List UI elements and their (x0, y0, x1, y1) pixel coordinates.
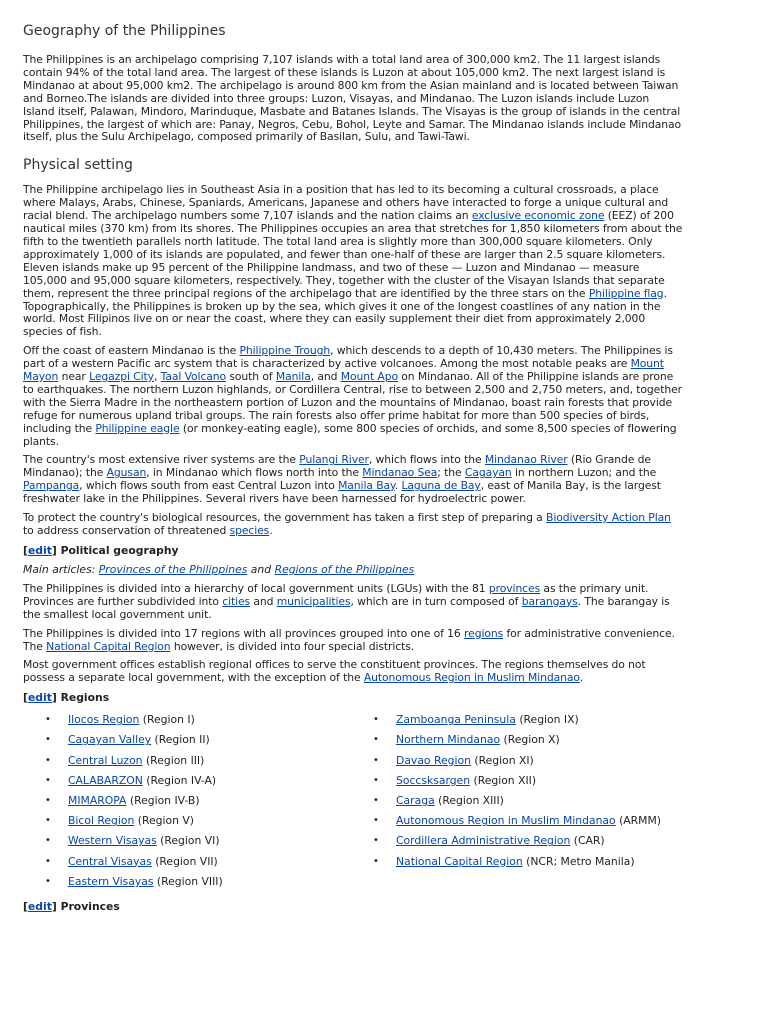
list-item (351, 831, 661, 851)
region-code: (Region XII) (470, 773, 537, 787)
link-manila-bay[interactable]: Manila Bay (338, 479, 395, 493)
list-item (23, 751, 351, 771)
region-link[interactable]: Cagayan Valley (68, 733, 152, 747)
link-exclusive-economic-zone[interactable]: exclusive economic zone (471, 209, 605, 223)
link-species[interactable]: species (229, 524, 270, 537)
bullet-icon: • (45, 714, 51, 726)
region-code: (Region I) (139, 713, 195, 727)
bullet-icon: • (45, 795, 51, 807)
bullet-icon: • (45, 754, 51, 766)
region-code: (Region XIII) (434, 794, 504, 808)
region-code: (Region IV-B) (126, 794, 200, 808)
region-link[interactable]: Bicol Region (68, 814, 135, 828)
link-philippine-eagle[interactable]: Philippine eagle (95, 421, 180, 435)
section-heading-physical-setting: Physical setting (23, 157, 133, 174)
region-link[interactable]: Zamboanga Peninsula (396, 713, 516, 727)
region-link[interactable]: Autonomous Region in Muslim Mindanao (396, 814, 616, 828)
region-link[interactable]: Eastern Visayas (68, 874, 154, 888)
region-link[interactable]: Western Visayas (68, 834, 157, 848)
link-biodiversity-action-plan[interactable]: Biodiversity Action Plan (546, 511, 671, 525)
link-mindanao-sea[interactable]: Mindanao Sea (362, 466, 438, 480)
list-item (23, 730, 351, 750)
link-barangays[interactable]: barangays (521, 594, 578, 608)
list-item (351, 852, 661, 872)
page-title: Geography of the Philippines (23, 23, 226, 39)
list-item (351, 710, 661, 730)
region-code: (NCR; Metro Manila) (522, 854, 635, 868)
region-link[interactable]: MIMAROPA (68, 794, 127, 808)
bullet-icon: • (373, 855, 379, 867)
link-national-capital-region[interactable]: National Capital Region (46, 639, 171, 653)
political-paragraph-2: The Philippines is divided into 17 regions with all provinces grouped into one of 16 regions for administrative convenience. The National Capital Region however, is divided into four special districts. (23, 626, 675, 653)
link-provinces-of-the-philippines[interactable]: Provinces of the Philippines (98, 562, 248, 576)
link-cagayan[interactable]: Cagayan (464, 466, 512, 480)
list-item (23, 852, 351, 872)
bullet-icon: • (45, 774, 51, 786)
list-item (351, 811, 661, 831)
bullet-icon: • (373, 815, 379, 827)
physical-paragraph-4: To protect the country's biological resources, the government has taken a first step of preparing a Biodiversity Action Plan to address conservation of threatened species. (23, 511, 671, 537)
section-heading-political-geography: [edit] Political geography (23, 543, 179, 557)
region-code: (CAR) (570, 834, 605, 848)
bullet-icon: • (45, 734, 51, 746)
bullet-icon: • (373, 734, 379, 746)
edit-link-political-geography[interactable]: edit (27, 543, 52, 557)
list-item (23, 831, 351, 851)
list-item (23, 791, 351, 811)
bullet-icon: • (45, 855, 51, 867)
link-philippine-trough[interactable]: Philippine Trough (239, 344, 331, 358)
edit-link-regions[interactable]: edit (27, 691, 52, 705)
region-link[interactable]: Central Visayas (68, 854, 152, 868)
region-code: (Region XI) (470, 753, 534, 767)
region-link[interactable]: Soccsksargen (396, 773, 471, 787)
edit-link-provinces[interactable]: edit (27, 900, 52, 914)
region-link[interactable]: Cordillera Administrative Region (396, 834, 571, 848)
bullet-icon: • (45, 835, 51, 847)
region-link[interactable]: CALABARZON (68, 773, 143, 787)
region-link[interactable]: Central Luzon (68, 753, 143, 767)
main-articles-note: Main articles: Provinces of the Philippines and Regions of the Philippines (23, 562, 415, 576)
list-item (23, 710, 351, 730)
link-philippine-flag[interactable]: Philippine flag (588, 286, 664, 300)
region-code: (Region X) (500, 733, 560, 747)
link-legazpi-city[interactable]: Legazpi City (89, 370, 154, 384)
list-item (351, 791, 661, 811)
regions-list (23, 710, 683, 892)
region-link[interactable]: Northern Mindanao (396, 733, 501, 747)
physical-paragraph-1: The Philippine archipelago lies in Southeast Asia in a position that has led to its becoming a cultural crossroads, a place where Malays, Arabs, Chinese, Spaniards, Americans, Japanese and others have interacted to forge a unique cultural and racial blend. The archipelago numbers some 7,107 islands and the nation claims an exclusive economic zone (EEZ) of 200 nautical miles (370 km) from its shores. The Philippines occupies an area that stretches for 1,850 kilometers from about the fifth to the twentieth parallels north latitude. The total land area is slightly more than 300,000 square kilometers. Only approximately 1,000 of its islands are populated, and fewer than one-half of these are larger than 2.5 square kilometers. Eleven islands make up 95 percent of the Philippine landmass, and two of these — Luzon and Mindanao — measure 105,000 and 95,000 square kilometers, respectively. They, together with the cluster of the Visayan Islands that separate them, represent the three principal regions of the archipelago that are identified by the three stars on the Philippine flag. Topographically, the Philippines is broken up by the sea, which gives it one of the longest coastlines of any nation in the world. Most Filipinos live on or near the coast, where they can easily supplement their diet from approximately 2,000 species of fish. (23, 183, 683, 339)
list-item (351, 751, 661, 771)
bullet-icon: • (373, 754, 379, 766)
link-regions-of-the-philippines[interactable]: Regions of the Philippines (274, 562, 415, 576)
link-agusan[interactable]: Agusan (106, 466, 147, 480)
region-code: (Region V) (134, 814, 194, 828)
bullet-icon: • (45, 815, 51, 827)
link-pampanga[interactable]: Pampanga (23, 479, 80, 493)
section-heading-regions: [edit] Regions (23, 691, 110, 705)
link-manila[interactable]: Manila (275, 370, 311, 384)
region-link[interactable]: Caraga (396, 794, 435, 808)
link-provinces[interactable]: provinces (488, 581, 541, 595)
section-heading-provinces: [edit] Provinces (23, 900, 120, 914)
region-code: (Region IX) (515, 713, 579, 727)
bullet-icon: • (373, 795, 379, 807)
bullet-icon: • (373, 835, 379, 847)
intro-paragraph: The Philippines is an archipelago comprising 7,107 islands with a total land area of 300,000 km2. The 11 largest islands contain 94% of the total land area. The largest of these islands is Luzon at about 105,000 km2. The next largest island is Mindanao at about 95,000 km2. The archipelago is around 800 km from the Asian mainland and is located between Taiwan and Borneo.The islands are divided into three groups: Luzon, Visayas, and Mindanao. The Luzon islands include Luzon Island itself, Palawan, Mindoro, Marinduque, Masbate and Batanes Islands. The Visayas is the group of islands in the central Philippines, the largest of which are: Panay, Negros, Cebu, Bohol, Leyte and Samar. The Mindanao islands include Mindanao itself, plus the Sulu Archipelago, composed primarily of Basilan, Sulu, and Tawi-Tawi. (23, 53, 681, 144)
region-link[interactable]: Davao Region (396, 753, 471, 767)
regions-list-left (23, 710, 351, 892)
list-item (23, 872, 351, 892)
link-regions[interactable]: regions (464, 626, 504, 640)
link-mount-mayon[interactable]: Mount Mayon (23, 357, 664, 384)
article (23, 0, 683, 919)
regions-list-right (351, 710, 661, 892)
list-item (351, 771, 661, 791)
link-municipalities[interactable]: municipalities (276, 594, 351, 608)
link-mindanao-river[interactable]: Mindanao River (484, 453, 568, 467)
region-code: (Region VI) (156, 834, 220, 848)
region-code: (Region IV-A) (142, 773, 217, 787)
bullet-icon: • (373, 714, 379, 726)
region-code: (Region VII) (151, 854, 218, 868)
list-item (23, 771, 351, 791)
bullet-icon: • (45, 875, 51, 887)
link-taal-volcano[interactable]: Taal Volcano (160, 370, 227, 384)
link-cities[interactable]: cities (222, 594, 251, 608)
list-item (23, 811, 351, 831)
region-code: (Region II) (151, 733, 210, 747)
link-pulangi-river[interactable]: Pulangi River (299, 453, 369, 467)
link-laguna-de-bay[interactable]: Laguna de Bay (401, 479, 481, 493)
link-armm[interactable]: Autonomous Region in Muslim Mindanao (363, 671, 580, 685)
region-code: (Region III) (142, 753, 205, 767)
region-link[interactable]: National Capital Region (396, 854, 523, 868)
link-mount-apo[interactable]: Mount Apo (340, 370, 398, 384)
physical-paragraph-3: The country's most extensive river systems are the Pulangi River, which flows into the Mindanao River (Rio Grande de Mindanao); the Agusan, in Mindanao which flows north into the Mindanao Sea; the Cagayan in northern Luzon; and the Pampanga, which flows south from east Central Luzon into Manila Bay. Laguna de Bay, east of Manila Bay, is the largest freshwater lake in the Philippines. Several rivers have been harnessed for hydroelectric power. (23, 453, 661, 506)
region-code: (Region VIII) (153, 874, 223, 888)
physical-paragraph-2: Off the coast of eastern Mindanao is the Philippine Trough, which descends to a depth of 10,430 meters. The Philippines is part of a western Pacific arc system that is characterized by active volcanoes. Among the most notable peaks are Mount Mayon near Legazpi City, Taal Volcano south of Manila, and Mount Apo on Mindanao. All of the Philippine islands are prone to earthquakes. The northern Luzon highlands, or Cordillera Central, rise to between 2,500 and 2,750 meters, and, together with the Sierra Madre in the northeastern portion of Luzon and the mountains of Mindanao, boast rain forests that provide refuge for numerous upland tribal groups. The rain forests also offer prime habitat for more than 500 species of birds, including the Philippine eagle (or monkey-eating eagle), some 800 species of orchids, and some 8,500 species of flowering plants. (23, 344, 682, 448)
region-link[interactable]: Ilocos Region (68, 713, 140, 727)
bullet-icon: • (373, 774, 379, 786)
list-item (351, 730, 661, 750)
political-paragraph-1: The Philippines is divided into a hierarchy of local government units (LGUs) with the 81 provinces as the primary unit. Provinces are further subdivided into cities and municipalities, which are in turn composed of barangays. The barangay is the smallest local government unit. (23, 581, 670, 621)
political-paragraph-3: Most government offices establish regional offices to serve the constituent provinces. The regions themselves do not possess a separate local government, with the exception of the Autonomous Region in Muslim Mindanao. (23, 658, 646, 685)
region-code: (ARMM) (615, 814, 662, 828)
